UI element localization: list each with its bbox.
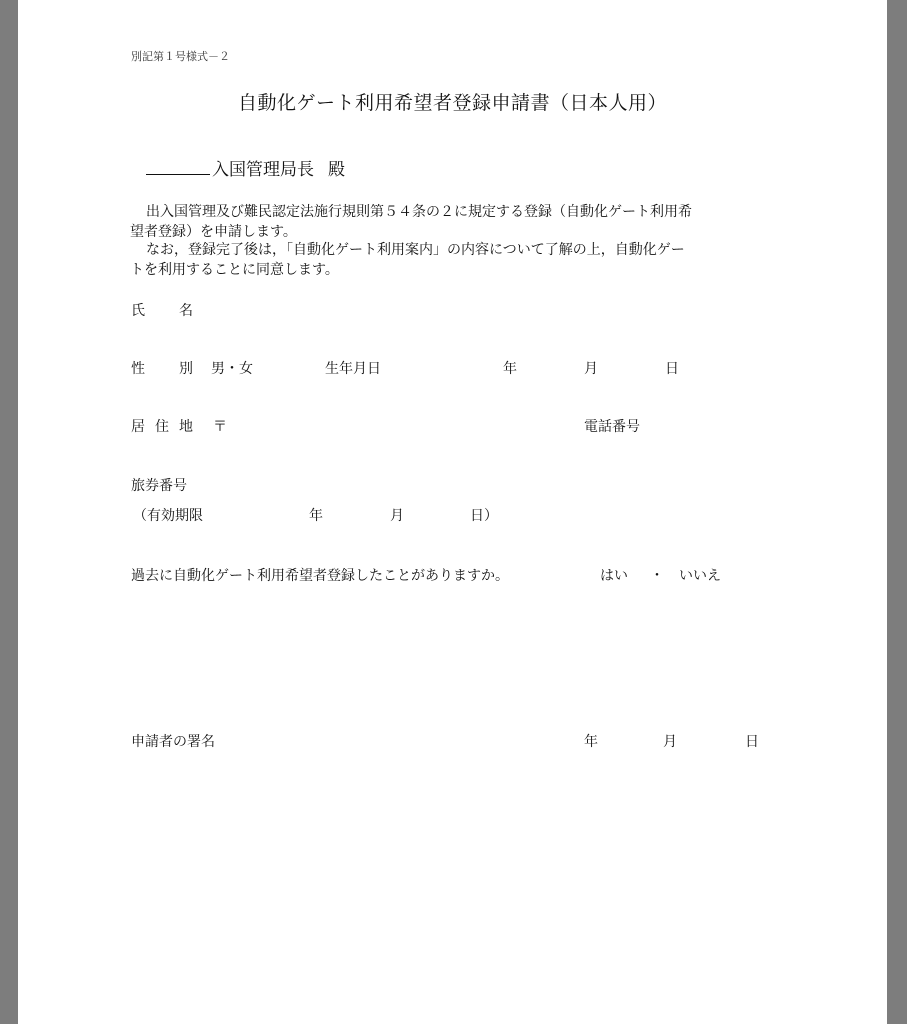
birthdate-month: 月	[584, 361, 598, 377]
sex-label-second: 別	[179, 361, 193, 377]
postal-mark: 〒	[213, 419, 227, 435]
birthdate-label: 生年月日	[325, 361, 381, 377]
addressee-blank[interactable]	[146, 160, 210, 175]
name-label-second: 名	[179, 303, 193, 319]
signature-year: 年	[584, 734, 598, 750]
sex-label-first: 性	[131, 361, 145, 377]
signature-label: 申請者の署名	[131, 734, 215, 750]
addressee-line	[146, 155, 345, 180]
expiry-year: 年	[309, 508, 323, 524]
birthdate-year: 年	[503, 361, 517, 377]
signature-day: 日	[745, 734, 759, 750]
viewer-right-margin	[887, 0, 907, 1024]
address-label-first: 居	[131, 419, 145, 435]
answer-no[interactable]: いいえ	[679, 568, 721, 584]
declaration-line-4: トを利用することに同意します。	[130, 262, 339, 278]
address-label-third: 地	[179, 419, 193, 435]
passport-label: 旅券番号	[131, 478, 187, 494]
answer-yes[interactable]: はい	[600, 568, 628, 584]
addressee-honorific: 殿	[328, 160, 345, 180]
phone-label: 電話番号	[584, 419, 640, 435]
document-page	[18, 0, 887, 1024]
viewer-left-margin	[0, 0, 18, 1024]
form-number: 別記第１号様式－２	[131, 50, 230, 63]
prior-registration-question: 過去に自動化ゲート利用希望者登録したことがありますか。	[131, 568, 509, 584]
declaration-line-2: 望者登録）を申請します。	[130, 224, 297, 240]
declaration-line-1: 出入国管理及び難民認定法施行規則第５４条の２に規定する登録（自動化ゲート利用希	[146, 204, 692, 220]
answer-separator: ・	[650, 568, 664, 584]
expiry-month: 月	[390, 508, 404, 524]
signature-month: 月	[663, 734, 677, 750]
birthdate-day: 日	[665, 361, 679, 377]
address-label-second: 住	[155, 419, 169, 435]
document-title: 自動化ゲート利用希望者登録申請書（日本人用）	[237, 92, 667, 114]
declaration-line-3: なお，登録完了後は，「自動化ゲート利用案内」の内容について了解の上，自動化ゲー	[146, 242, 685, 258]
expiry-day: 日）	[470, 508, 498, 524]
name-label-first: 氏	[131, 303, 145, 319]
expiry-label: （有効期限	[133, 508, 203, 524]
addressee-office: 入国管理局長	[212, 160, 314, 180]
sex-options[interactable]: 男・女	[211, 361, 253, 377]
